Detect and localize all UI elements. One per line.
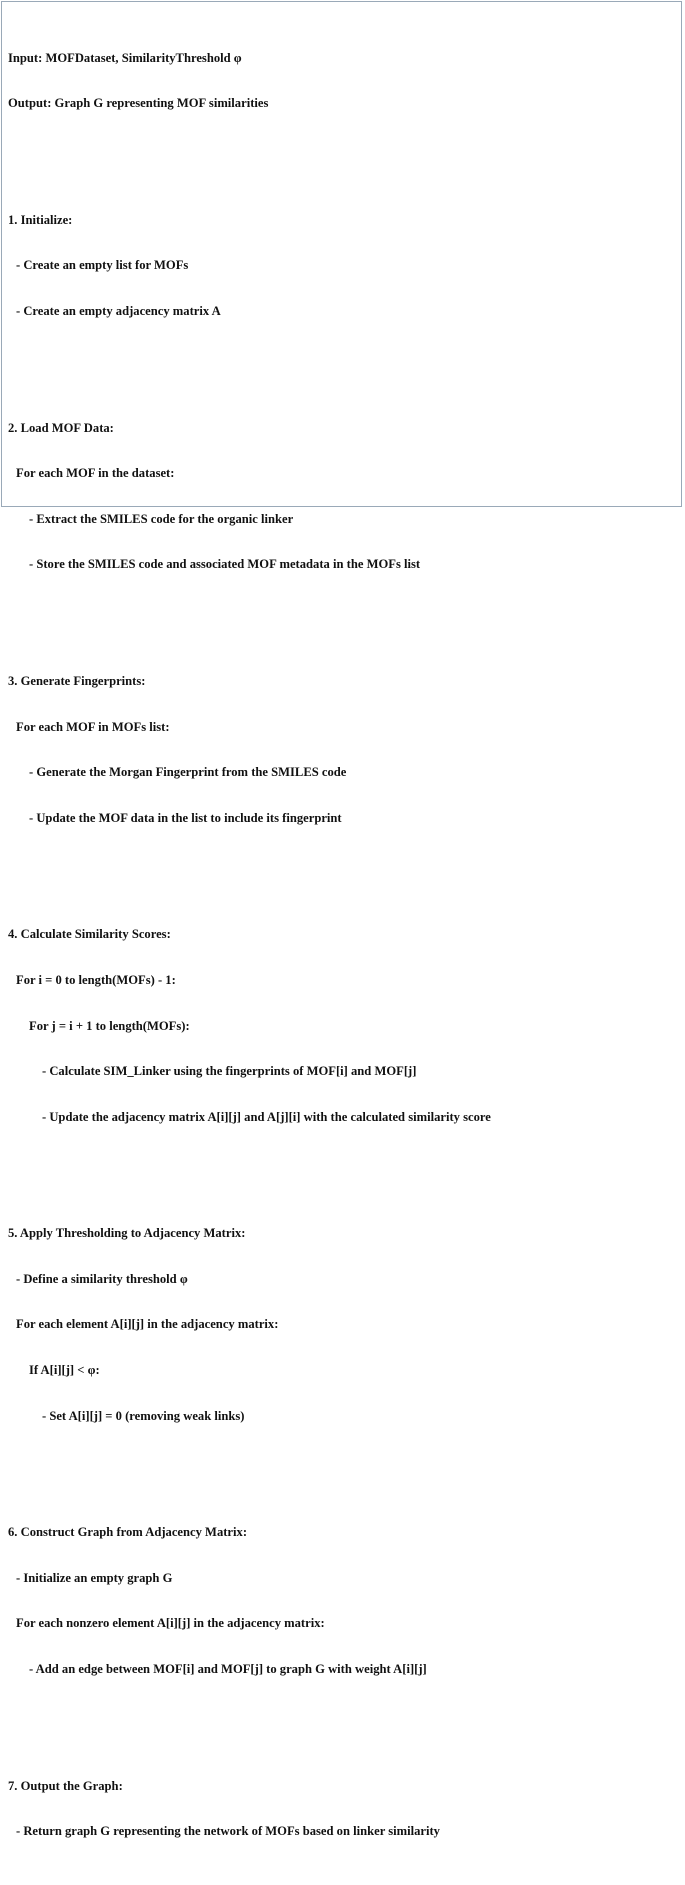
step-line: For i = 0 to length(MOFs) - 1: bbox=[16, 972, 176, 987]
step-line: For each MOF in MOFs list: bbox=[16, 719, 170, 734]
step-line: For each nonzero element A[i][j] in the adjacency matrix: bbox=[16, 1616, 325, 1631]
step-title: 3. Generate Fingerprints: bbox=[8, 673, 146, 688]
step-title: 4. Calculate Similarity Scores: bbox=[8, 927, 171, 942]
step-title: 7. Output the Graph: bbox=[8, 1778, 123, 1793]
step-title: 1. Initialize: bbox=[8, 212, 73, 227]
step-line: For each MOF in the dataset: bbox=[16, 466, 175, 481]
step-line: If A[i][j] < φ: bbox=[29, 1363, 100, 1378]
step-line: - Define a similarity threshold φ bbox=[16, 1271, 188, 1286]
step-line: - Initialize an empty graph G bbox=[16, 1570, 173, 1585]
step-line: - Set A[i][j] = 0 (removing weak links) bbox=[42, 1408, 245, 1423]
algorithm-frame bbox=[1, 1, 682, 1839]
step-line: - Add an edge between MOF[i] and MOF[j] to graph G with weight A[i][j] bbox=[29, 1662, 427, 1677]
algorithm-text bbox=[8, 5, 680, 1885]
step-line: - Update the adjacency matrix A[i][j] and A[j][i] with the calculated similarity score bbox=[42, 1109, 491, 1124]
step-title: 2. Load MOF Data: bbox=[8, 420, 114, 435]
step-line: For each element A[i][j] in the adjacency matrix: bbox=[16, 1317, 279, 1332]
step-line: - Update the MOF data in the list to include its fingerprint bbox=[29, 810, 342, 825]
step-line: - Return graph G representing the network of MOFs based on linker similarity bbox=[16, 1824, 440, 1839]
input-line: Input: MOFDataset, SimilarityThreshold φ bbox=[8, 50, 242, 65]
step-title: 6. Construct Graph from Adjacency Matrix: bbox=[8, 1525, 248, 1540]
step-line: - Extract the SMILES code for the organic linker bbox=[29, 511, 294, 526]
step-line: - Create an empty adjacency matrix A bbox=[16, 303, 221, 318]
step-line: - Calculate SIM_Linker using the fingerprints of MOF[i] and MOF[j] bbox=[42, 1064, 417, 1079]
output-line: Output: Graph G representing MOF similarities bbox=[8, 96, 269, 111]
step-line: - Create an empty list for MOFs bbox=[16, 258, 189, 273]
step-line: For j = i + 1 to length(MOFs): bbox=[29, 1018, 190, 1033]
step-line: - Generate the Morgan Fingerprint from the SMILES code bbox=[29, 765, 347, 780]
step-title: 5. Apply Thresholding to Adjacency Matrix: bbox=[8, 1226, 246, 1241]
step-line: - Store the SMILES code and associated MOF metadata in the MOFs list bbox=[29, 557, 421, 572]
